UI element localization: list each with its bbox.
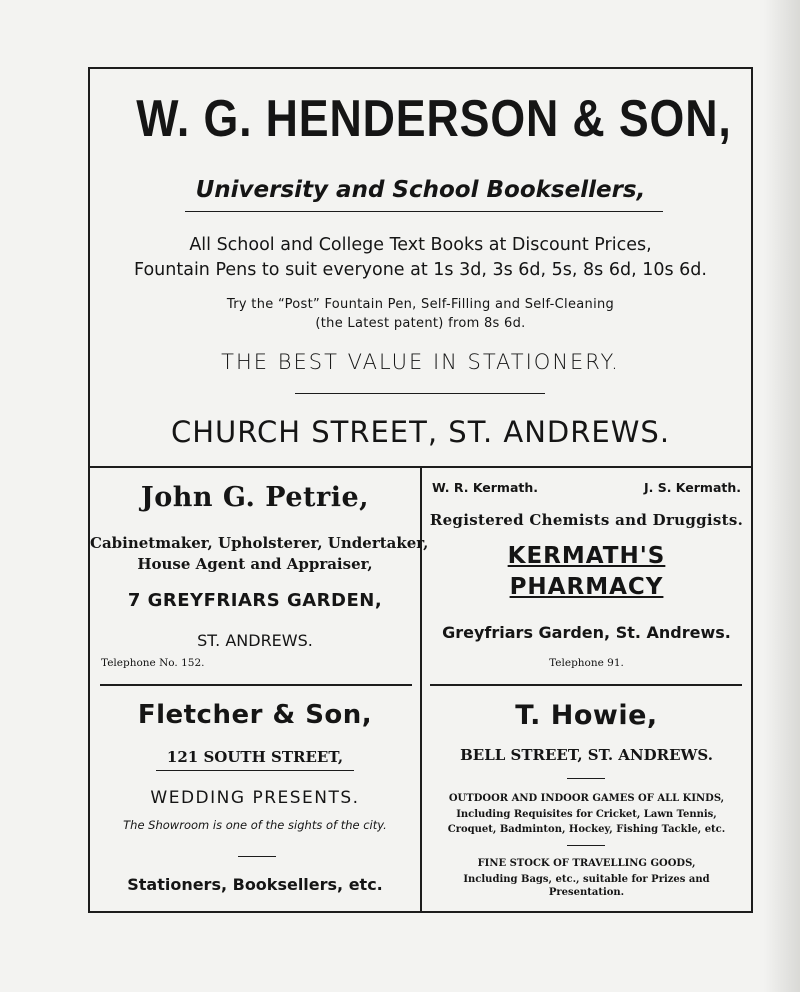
kermath-pharmacy: PHARMACY	[509, 574, 664, 600]
henderson-slogan: THE BEST VALUE IN STATIONERY.	[221, 350, 620, 374]
howie-address: BELL STREET, ST. ANDREWS.	[460, 746, 713, 764]
henderson-subtitle: University and School Booksellers,	[195, 177, 646, 203]
henderson-post-pen: Try the “Post” Fountain Pen, Self-Filling and Self-Cleaning	[226, 297, 615, 312]
howie-goods-line2: Presentation.	[548, 887, 625, 898]
fletcher-showroom: The Showroom is one of the sights of the city.	[123, 818, 387, 832]
fletcher-trade: Stationers, Booksellers, etc.	[127, 875, 383, 894]
henderson-address: CHURCH STREET, ST. ANDREWS.	[170, 415, 671, 449]
howie-games-title: OUTDOOR AND INDOOR GAMES OF ALL KINDS,	[448, 793, 725, 804]
advertisement-page	[88, 67, 753, 913]
henderson-patent: (the Latest patent) from 8s 6d.	[315, 316, 526, 331]
petrie-telephone: Telephone No. 152.	[101, 657, 205, 669]
street-underline	[156, 770, 354, 771]
kermath-telephone: Telephone 91.	[549, 657, 624, 669]
petrie-town: ST. ANDREWS.	[197, 631, 313, 650]
petrie-street: 7 GREYFRIARS GARDEN,	[127, 590, 383, 611]
subtitle-underline	[185, 211, 663, 212]
kermath-owner-left: W. R. Kermath.	[432, 480, 539, 495]
henderson-advert	[90, 69, 751, 466]
fletcher-name: Fletcher & Son,	[137, 700, 373, 730]
kermath-address: Greyfriars Garden, St. Andrews.	[442, 623, 731, 642]
fletcher-divider	[238, 856, 276, 857]
kermath-owner-right: J. S. Kermath.	[643, 480, 741, 495]
howie-goods-line1: Including Bags, etc., suitable for Prizes and	[463, 874, 710, 885]
howie-games-line1: Including Requisites for Cricket, Lawn Tennis,	[456, 809, 717, 820]
page-edge-shadow	[764, 0, 800, 992]
petrie-trades: Cabinetmaker, Upholsterer, Undertaker,	[90, 534, 429, 552]
fletcher-wedding: WEDDING PRESENTS.	[150, 788, 360, 808]
henderson-text-books: All School and College Text Books at Discount Prices,	[189, 235, 652, 255]
petrie-advert	[90, 468, 429, 684]
howie-divider-2	[567, 845, 605, 846]
henderson-fountain-pens: Fountain Pens to suit everyone at 1s 3d, 3s 6d, 5s, 8s 6d, 10s 6d.	[134, 260, 707, 280]
petrie-name: John G. Petrie,	[140, 482, 370, 513]
petrie-agent: House Agent and Appraiser,	[137, 555, 373, 573]
henderson-name: W. G. HENDERSON & SON,	[136, 90, 732, 148]
kermath-name: KERMATH'S	[507, 543, 666, 569]
howie-games-line2: Croquet, Badminton, Hockey, Fishing Tackle, etc.	[447, 824, 726, 835]
howie-advert	[422, 686, 751, 911]
fletcher-street: 121 SOUTH STREET,	[166, 748, 344, 766]
howie-divider-1	[567, 778, 605, 779]
fletcher-advert	[90, 686, 420, 911]
howie-goods-title: FINE STOCK OF TRAVELLING GOODS,	[477, 858, 696, 869]
kermath-profession: Registered Chemists and Druggists.	[429, 511, 744, 529]
howie-name: T. Howie,	[515, 700, 658, 731]
slogan-divider	[295, 393, 545, 394]
kermath-advert	[422, 468, 751, 684]
